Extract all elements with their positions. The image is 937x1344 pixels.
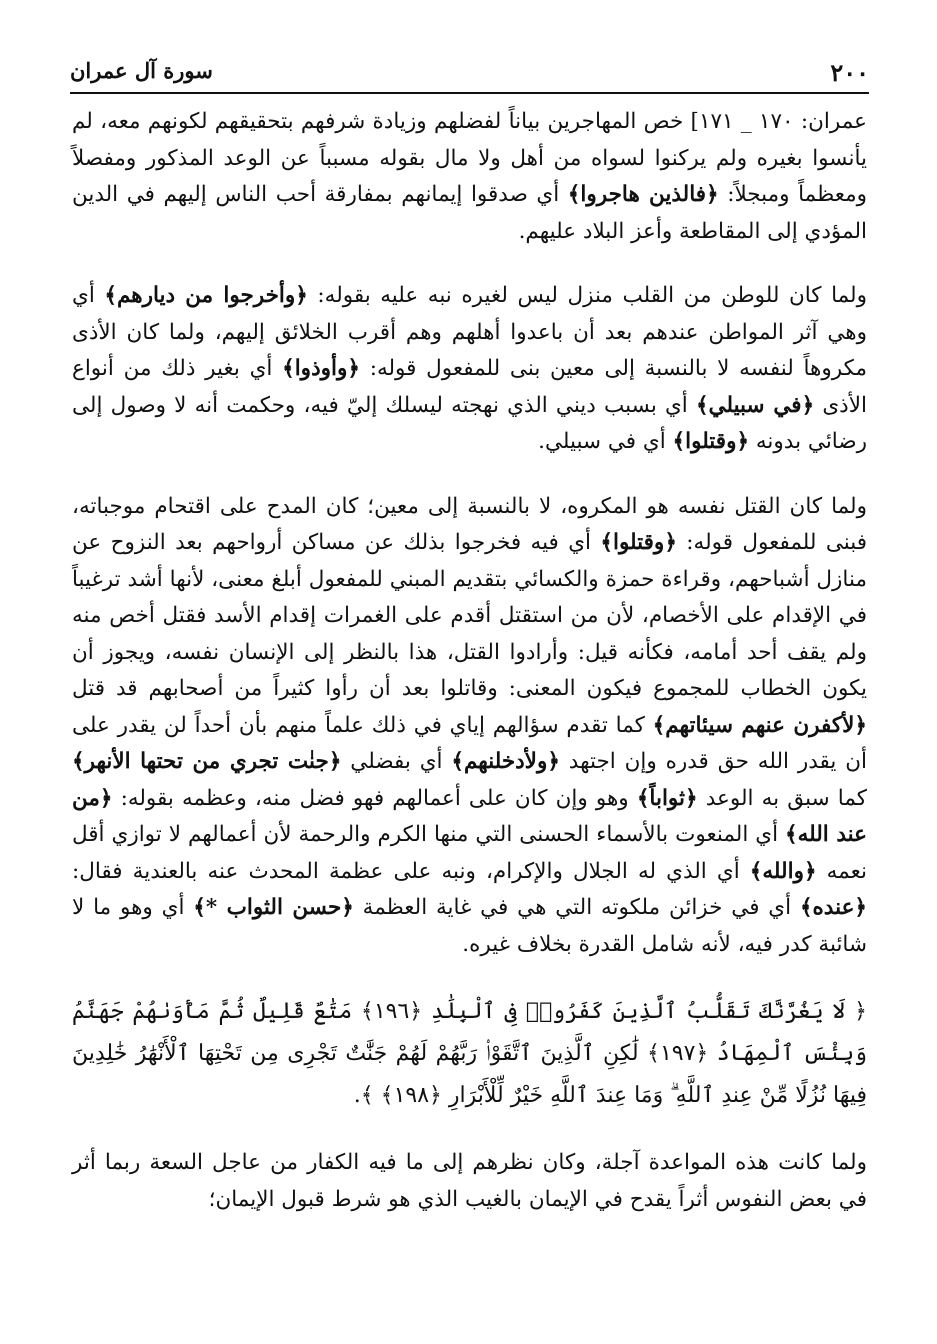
text-run: أي وهو ما لا شائبة كدر فيه، لأنه (72, 895, 867, 957)
text-run: أي صدقوا إيمانهم بمفارقة أحب الناس (215, 182, 568, 207)
text-run: موجباته، فبنى للمفعول قوله: (72, 493, 867, 555)
text-run: أي المنعوت بالأسماء (596, 822, 786, 847)
paragraph (72, 104, 867, 250)
text-run: معه، لم يأنسوا بغيره ولم يركنوا لسواه من أهل ولا مال بقوله مسبباً عن الوعد المذكور (72, 109, 867, 171)
page-number: ٢٠٠ (830, 58, 869, 87)
quran-quote: ﴿لأكفرن عنهم سيئاتهم﴾ (652, 712, 867, 738)
quran-quote: ﴿في سبيلي﴾ (695, 392, 815, 418)
text-run: ومفصلاً ومعظماً ومبجلاً: (72, 145, 868, 207)
text-run: أي بغير ذلك من أنواع الأذى (72, 356, 867, 418)
text-run: معنى، لأنها أشد ترغيباً في الإقدام على الأخصام، لأن من استقتل أقدم على الغمرات (72, 566, 867, 628)
text-run: أي بسبب ديني الذي نهجته ليسلك إليّ فيه، (303, 392, 696, 418)
text-run: الجلال والإكرام، ونبه على عظمة المحدث عنه بالعندية فقال: (72, 858, 628, 884)
text-run: أي فيه فخرجوا بذلك عن مساكن أرواحهم (212, 530, 601, 555)
paragraph-gap (72, 461, 867, 489)
quran-quote: ﴿جنٰت تجري من تحتها الأنهر﴾ (72, 749, 342, 774)
quran-quote: ﴿ثواباً﴾ (636, 785, 698, 811)
paragraph (72, 278, 867, 461)
quran-quote: ﴿والله﴾ (749, 858, 817, 884)
quran-quote: ﴿ولأدخلنهم﴾ (451, 749, 560, 774)
text-run: كما سبق به الوعد (697, 785, 867, 811)
page-header (70, 52, 869, 94)
paragraph-gap (72, 1117, 867, 1145)
text-run: أي في سبيلي. (538, 429, 673, 454)
text-run: رأوا كثيراً من أصحابهم قد قتل (72, 676, 358, 701)
text-run: أي في خزائن (668, 895, 800, 920)
verse-line: ﴿ لَا يَغُرَّنَّكَ تَقَلُّبُ ٱلَّذِينَ كَفَرُوا۟ فِى ٱلْبِلَٰدِ ﴿١٩٦﴾ مَتَٰعٌ قَلِيلٌ ثُمَّ مَأْوَىٰهُمْ جَهَنَّمُ وَبِئْسَ (72, 999, 867, 1066)
quran-quote: ﴿فالذين هاجروا﴾ (567, 182, 719, 207)
text-run: أي بفضلي (341, 749, 452, 774)
quran-quote: ﴿حسن الثواب *﴾ (193, 895, 354, 920)
quran-quote: ﴿وأخرجوا من ديارهم﴾ (104, 283, 308, 308)
text-run: أي وهي آثر المواطن عندهم بعد أن باعدوا أهلهم وهم أقرب الخلائق إليهم، (72, 283, 868, 345)
text-run: بعد النزوح عن منازل أشباحهم، وقراءة حمزة والكسائي بتقديم المبني للمفعول أبلغ (72, 530, 867, 592)
quran-verse-block (72, 991, 867, 1117)
quran-quote: ﴿وقتلوا﴾ (672, 429, 750, 454)
text-run: إليهم في الدين المؤدي إلى المقاطعة وأعز البلاد عليهم. (72, 182, 867, 244)
paragraph-gap (72, 963, 867, 991)
text-run: إلى الإنسان نفسه، ويجوز أن يكون الخطاب للمجموع فيكون المعنى: وقاتلوا بعد أن (72, 639, 868, 701)
text-run: وحكمت أنه لا وصول إلى رضائي بدونه (72, 392, 867, 454)
paragraph (72, 1145, 867, 1218)
text-run: شامل القدرة بخلاف غيره. (462, 931, 695, 957)
quran-quote: ﴿عنده﴾ (799, 895, 867, 920)
verse-line: عِندِ ٱللَّهِ ۗ وَمَا عِندَ ٱللَّهِ خَيْرٌ لِّلْأَبْرَارِ ﴿١٩٨﴾ ﴾. (353, 1083, 753, 1108)
text-run: عمران: ١٧٠ _ ١٧١] خص المهاجرين بياناً لفضلهم وزيادة شرفهم بتحقيقهم لكونهم (147, 109, 867, 134)
text-run: أي الذي له (637, 858, 750, 884)
paragraph-gap (72, 250, 867, 278)
text-run: كما تقدم سؤالهم إياي في (413, 712, 653, 738)
quran-quote: ﴿وأوذوا﴾ (282, 356, 360, 381)
text-run: ربما أثر في بعض النفوس أثراً يقدح في الإيمان بالغيب الذي هو شرط قبول الإيمان؛ (72, 1150, 867, 1212)
verse-line: ٱلْمِهَادُ ﴿١٩٧﴾ لَٰكِنِ ٱلَّذِينَ ٱتَّقَوْا۟ رَبَّهُمْ لَهُمْ جَنَّٰتٌ تَجْرِى مِن تَحْتِهَا ٱلْأَنْهَٰرُ خَٰلِدِينَ فِيهَا نُزُلًا مِّنْ (72, 1041, 867, 1108)
text-run: ملكوته التي هي في غاية العظمة (353, 895, 661, 920)
quran-quote: ﴿من عند الله﴾ (72, 785, 867, 847)
text-run: وهو وإن كان (514, 785, 637, 811)
page-body (72, 104, 867, 1218)
text-run: ولما كان الأذى مكروهاً لنفسه لا بالنسبة إلى معين بنى للمفعول قوله: (72, 319, 867, 381)
text-run: ولما كانت هذه المواعدة آجلة، وكان نظرهم إلى ما فيه الكفار من عاجل السعة (149, 1150, 867, 1175)
text-run: إقدام الأسد فقتل أخص منه ولم يقف أحد أمامه، فكأنه قيل: وأرادوا القتل، هذا بالنظر (72, 603, 867, 665)
text-run: ولما كان القتل نفسه هو المكروه، لا بالنسبة إلى معين؛ كان المدح على اقتحام (154, 493, 867, 519)
quran-quote: ﴿وقتلوا﴾ (600, 530, 677, 555)
text-run: ذلك علماً منهم بأن أحداً لن يقدر على أن يقدر الله حق قدره وإن اجتهد (72, 712, 868, 774)
text-run: على أعمالهم فهو فضل منه، وعظمه بقوله: (112, 785, 507, 811)
text-run: ولما كان للوطن من القلب منزل ليس لغيره نبه عليه بقوله: (307, 283, 867, 308)
paragraph (72, 489, 867, 964)
text-run: الحسنى التي منها الكرم والرحمة لأن أعمالهم لا توازي أقل نعمه (72, 822, 867, 884)
surah-title: سورة آل عمران (70, 58, 213, 83)
